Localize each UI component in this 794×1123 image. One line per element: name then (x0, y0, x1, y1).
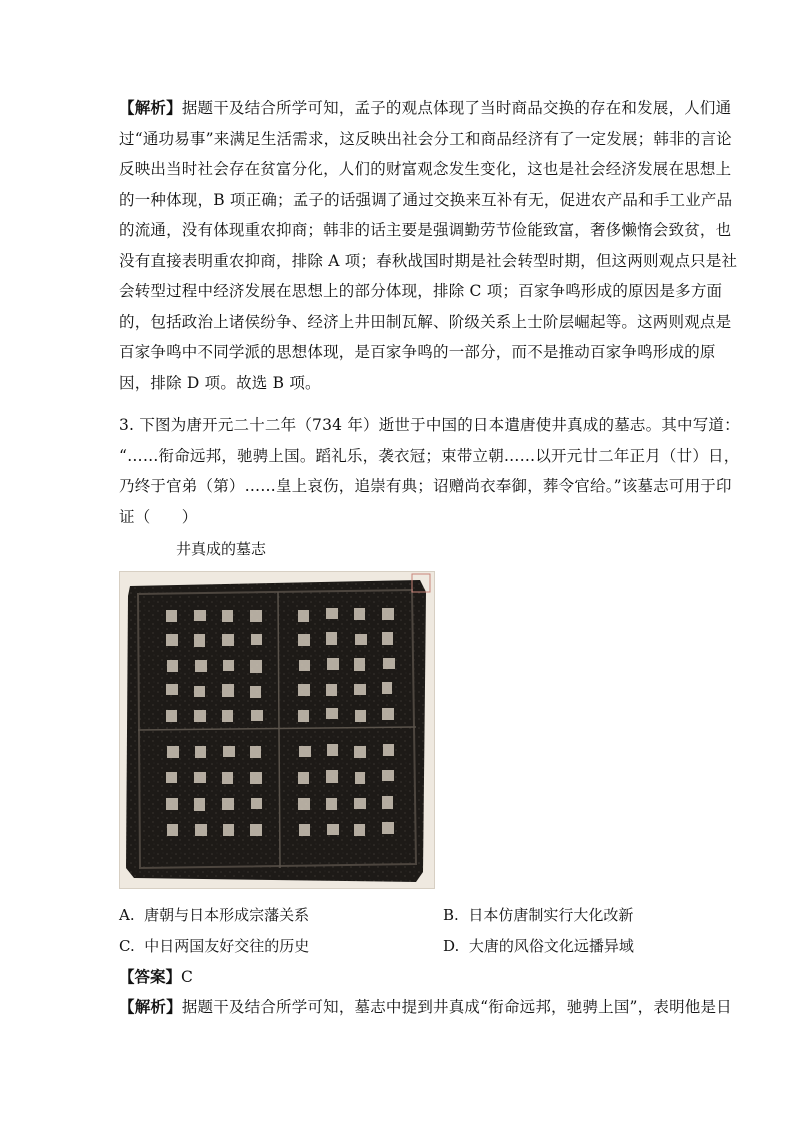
answer-options (119, 898, 679, 960)
option-c (119, 935, 309, 956)
option-text: 日本仿唐制实行大化改新 (468, 906, 634, 924)
analysis-line: 的流通，没有体现重农抑商；韩非的话主要是强调勤劳节俭能致富，奢侈懒惰会致贫，也 (119, 221, 732, 239)
answer-line (119, 962, 193, 993)
analysis-line: 反映出当时社会存在贫富分化，人们的财富观念发生变化，这也是社会经济发展在思想上 (119, 160, 732, 178)
option-key: A. (119, 906, 135, 924)
analysis-paragraph-1 (119, 93, 738, 398)
figure-caption: 井真成的墓志 (176, 540, 267, 558)
option-text: 唐朝与日本形成宗藩关系 (144, 906, 310, 924)
analysis-tag: 【解析】 (119, 997, 182, 1016)
analysis-line: 百家争鸣中不同学派的思想体现，是百家争鸣的一部分，而不是推动百家争鸣形成的原 (119, 343, 716, 361)
option-a (119, 904, 309, 925)
question-line: 证（ ） (119, 507, 198, 526)
analysis-line: 的，包括政治上诸侯纷争、经济上井田制瓦解、阶级关系上士阶层崛起等。这两则观点是 (119, 312, 732, 331)
question-3 (119, 410, 740, 532)
analysis-line: 会转型过程中经济发展在思想上的部分体现，排除 C 项；百家争鸣形成的原因是多方面 (119, 282, 723, 300)
question-line: 3. 下图为唐开元二十二年（734 年）逝世于中国的日本遣唐使井真成的墓志。其中写道： (119, 416, 740, 434)
question-line: 乃终于官弟（第）……皇上哀伤，追崇有典；诏赠尚衣奉御，葬令官给。”该墓志可用于印 (119, 477, 732, 495)
analysis-line: 的一种体现，B 项正确；孟子的话强调了通过交换来互补有无，促进农产品和手工业产品 (119, 190, 733, 209)
option-key: B. (443, 906, 459, 924)
option-text: 大唐的风俗文化远播异域 (468, 937, 634, 955)
analysis-paragraph-2 (119, 992, 732, 1023)
answer-tag: 【答案】 (119, 967, 182, 986)
question-line: “……衔命远邦，驰骋上国。蹈礼乐，袭衣冠；束带立朝……以开元廿二年正月（廿）日， (119, 446, 740, 465)
analysis-line: 没有直接表明重农抑商，排除 A 项；春秋战国时期是社会转型时期，但这两则观点只是社 (119, 251, 738, 270)
analysis-line: 据题干及结合所学可知，墓志中提到井真成“衔命远邦，驰骋上国”，表明他是日 (181, 998, 732, 1016)
option-d (443, 935, 634, 956)
analysis-line: 因，排除 D 项。故选 B 项。 (119, 373, 321, 392)
option-key: D. (443, 937, 460, 955)
analysis-line: 过“通功易事”来满足生活需求，这反映出社会分工和商品经济有了一定发展；韩非的言论 (119, 129, 732, 148)
epitaph-rubbing-image (119, 571, 435, 889)
answer-value: C (181, 968, 193, 986)
option-text: 中日两国友好交往的历史 (144, 937, 310, 955)
analysis-tag: 【解析】 (119, 98, 182, 117)
analysis-line: 据题干及结合所学可知，孟子的观点体现了当时商品交换的存在和发展，人们通 (181, 99, 732, 117)
option-b (443, 904, 633, 925)
epitaph-rubbing-graphic (120, 572, 434, 888)
option-key: C. (119, 937, 135, 955)
